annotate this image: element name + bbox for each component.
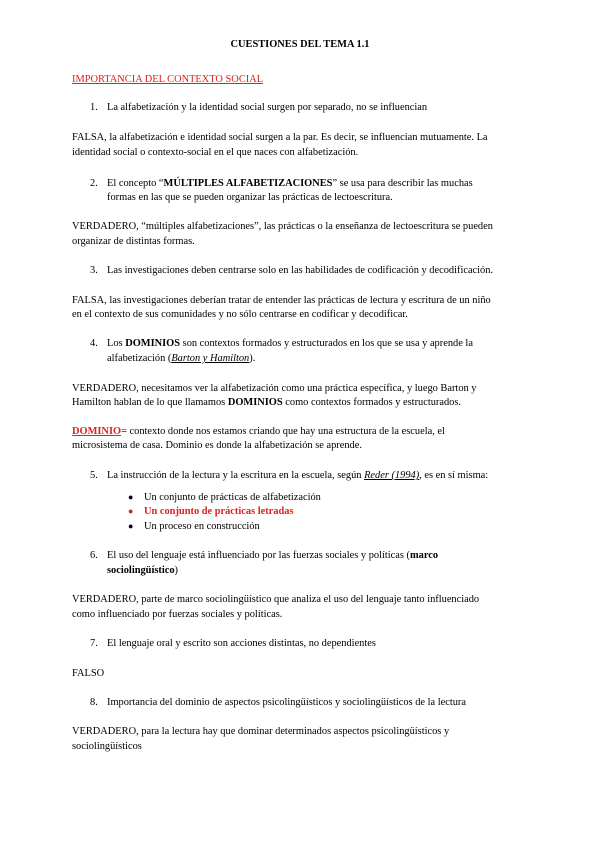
answer-8-line-2: sociolingüísticos xyxy=(72,741,142,752)
question-7-text: El lenguaje oral y escrito son acciones distintas, no dependientes xyxy=(107,638,376,649)
question-6-number: 6. xyxy=(90,550,98,561)
answer-7: FALSO xyxy=(72,668,105,679)
question-7-number: 7. xyxy=(90,638,98,649)
answer-2-line-1: VERDADERO, “múltiples alfabetizaciones”, las prácticas o la enseñanza de lectoescritura se pueden xyxy=(72,221,493,232)
question-6-text-line-2: sociolingüístico) xyxy=(107,565,179,576)
definition-dominio-line-1: DOMINIO= contexto donde nos estamos criando que hay una estructura de la escuela, el xyxy=(72,426,445,437)
answer-6-line-1: VERDADERO, parte de marco sociolingüístico que analiza el uso del lenguaje tanto influenciado xyxy=(72,594,480,605)
answer-6-line-2: como influenciado por fuerzas sociales y políticas. xyxy=(72,609,283,620)
citation-reder: Reder (1994) xyxy=(364,470,420,481)
citation-barton-hamilton: Barton y Hamilton xyxy=(171,353,250,364)
answer-4-line-2: Hamilton hablan de lo que llamamos DOMINIOS como contextos formados y estructurados. xyxy=(72,397,462,408)
question-1-number: 1. xyxy=(90,102,98,113)
question-5-number: 5. xyxy=(90,470,98,481)
option-2-correct: Un conjunto de prácticas letradas xyxy=(144,506,294,517)
answer-3-line-1: FALSA, las investigaciones deberían tratar de entender las prácticas de lectura y escritura de un niño xyxy=(72,295,491,306)
page-title: CUESTIONES DEL TEMA 1.1 xyxy=(230,39,370,50)
question-3-text: Las investigaciones deben centrarse solo en las habilidades de codificación y decodificación. xyxy=(107,265,494,276)
bullet-icon: ● xyxy=(128,521,134,531)
question-1-text: La alfabetización y la identidad social surgen por separado, no se influencian xyxy=(107,102,428,113)
option-1: Un conjunto de prácticas de alfabetización xyxy=(144,492,321,503)
question-4-number: 4. xyxy=(90,338,98,349)
answer-3-line-2: en el contexto de sus comunidades y no sólo centrarse en codificar y decodificar. xyxy=(72,309,408,320)
question-2-number: 2. xyxy=(90,178,98,189)
question-4-text: Los DOMINIOS son contextos formados y estructurados en los que se usa y aprende la xyxy=(107,338,473,349)
question-8-number: 8. xyxy=(90,697,98,708)
question-4-text-line-2: alfabetización (Barton y Hamilton). xyxy=(107,353,256,364)
answer-2-line-2: organizar de distintas formas. xyxy=(72,236,195,247)
answer-8-line-1: VERDADERO, para la lectura hay que dominar determinados aspectos psicolingüísticos y xyxy=(72,726,450,737)
question-2-text-line-2: formas en las que se pueden organizar las prácticas de lectoescritura. xyxy=(107,192,393,203)
answer-1-line-2: identidad social o contexto-social en el que naces con alfabetización. xyxy=(72,147,359,158)
bullet-icon: ● xyxy=(128,492,134,502)
question-6-text: El uso del lenguaje está influenciado por las fuerzas sociales y políticas (marco xyxy=(107,550,439,561)
question-2-text: El concepto “MÚLTIPLES ALFABETIZACIONES” se usa para describir las muchas xyxy=(107,178,473,189)
answer-4-line-1: VERDADERO, necesitamos ver la alfabetización como una práctica específica, y luego Barton y xyxy=(72,383,477,394)
bullet-icon: ● xyxy=(128,506,134,516)
question-3-number: 3. xyxy=(90,265,98,276)
definition-dominio-line-2: microsistema de casa. Dominio es donde la alfabetización se aprende. xyxy=(72,440,362,451)
answer-1-line-1: FALSA, la alfabetización e identidad social surgen a la par. Es decir, se influencian mutuamente. La xyxy=(72,132,488,143)
definition-term: DOMINIO xyxy=(72,426,122,437)
question-5-text: La instrucción de la lectura y la escritura en la escuela, según Reder (1994), es en sí misma: xyxy=(107,470,489,481)
option-3: Un proceso en construcción xyxy=(144,521,260,532)
question-8-text: Importancia del dominio de aspectos psicolingüísticos y sociolingüísticos de la lectura xyxy=(107,697,466,708)
section-heading: IMPORTANCIA DEL CONTEXTO SOCIAL xyxy=(72,74,264,85)
